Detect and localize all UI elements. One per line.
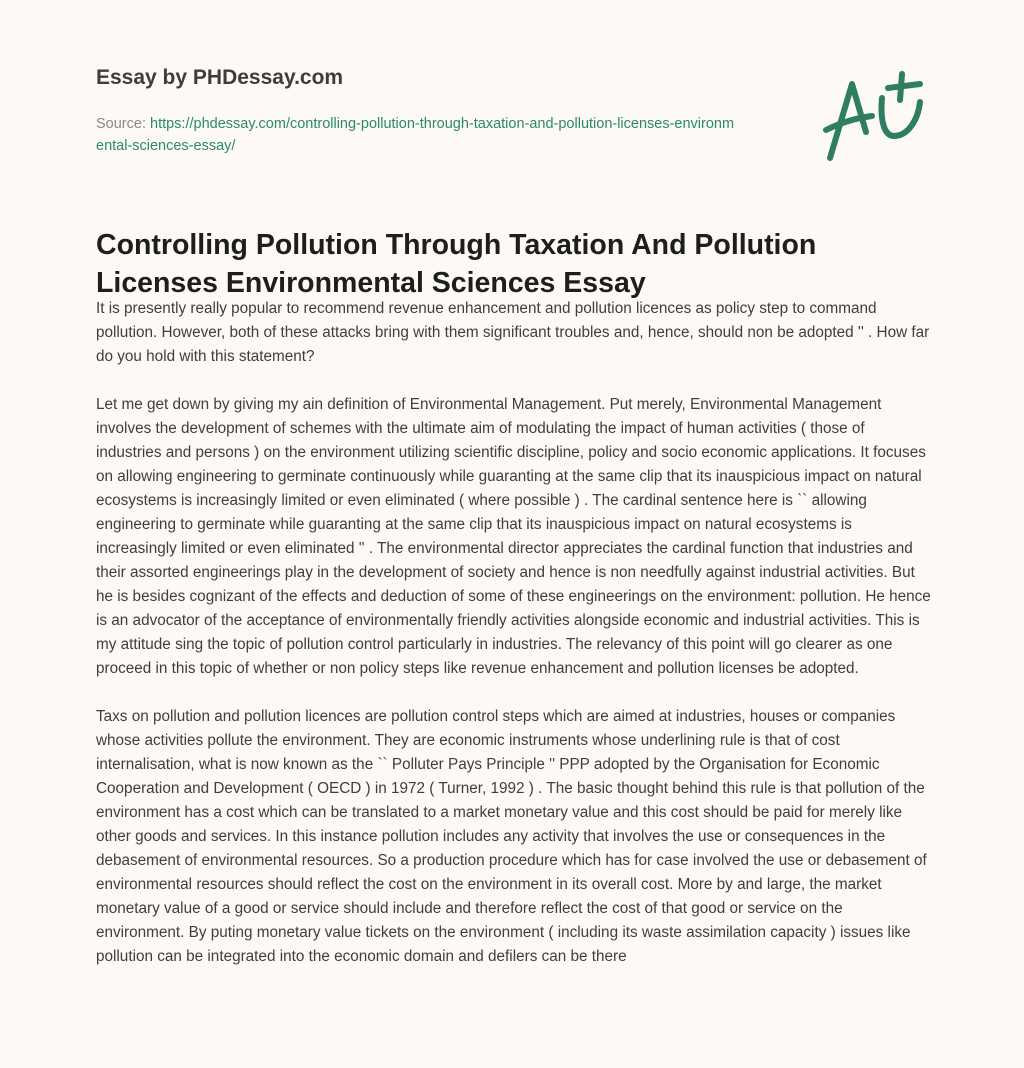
page-title: Controlling Pollution Through Taxation And Pollution Licenses Environmental Sciences Essay [96,229,817,299]
source-label: Source: [96,116,150,132]
paragraph: Let me get down by giving my ain definition of Environmental Management. Put merely, Environmental Management involves the development of schemes with the ultimate aim of modulating the impact of human activities ( those of industries and persons ) on the environment utilizing scientific discipline, policy and socio economic applications. It focuses on allowing engineering to germinate continuously while guaranting at the same clip that its inauspicious impact on natural ecosystems is increasingly limited or even eliminated ( where possible ) . The cardinal sentence here is `` allowing engineering to germinate while guaranting at the same clip that its inauspicious impact on natural ecosystems is increasingly limited or even eliminated '' . The environmental director appreciates the cardinal function that industries and their assorted engineerings play in the development of society and hence is non needfully against industrial activities. But he is besides cognizant of the effects and deduction of some of these engineerings on the environment: pollution. He hence is an advocator of the acceptance of environmentally friendly activities alongside economic and industrial activities. This is my attitude sing the topic of pollution control particularly in industries. The relevancy of this point will go clearer as one proceed in this topic of whether or non policy steps like revenue enhancement and pollution licenses be adopted. [96,396,931,677]
source-line [96,113,736,157]
site-brand: Essay by PHDessay.com [96,66,344,89]
source-link[interactable]: https://phdessay.com/controlling-pollution-through-taxation-and-pollution-licenses-environmental-sciences-essay/ [96,116,735,154]
a-plus-logo-icon [822,70,928,166]
paragraph: It is presently really popular to recommend revenue enhancement and pollution licences as policy step to command pollution. However, both of these attacks bring with them significant troubles and, hence, should non be adopted '' . How far do you hold with this statement? [96,300,930,365]
paragraph: Taxs on pollution and pollution licences are pollution control steps which are aimed at industries, houses or companies whose activities pollute the environment. They are economic instruments whose underlining rule is that of cost internalisation, what is now known as the `` Polluter Pays Principle '' PPP adopted by the Organisation for Economic Cooperation and Development ( OECD ) in 1972 ( Turner, 1992 ) . The basic thought behind this rule is that pollution of the environment has a cost which can be translated to a market monetary value and this cost should be paid for merely like other goods and services. In this instance pollution includes any activity that involves the use or consequences in the debasement of environmental resources. So a production procedure which has for case involved the use or debasement of environmental resources should reflect the cost on the environment in its overall cost. More by and large, the market monetary value of a good or service should include and therefore reflect the cost of that good or service on the environment. By puting monetary value tickets on the environment ( including its waste assimilation capacity ) issues like pollution can be integrated into the economic domain and defilers can be there [96,708,927,965]
essay-body [96,297,932,993]
